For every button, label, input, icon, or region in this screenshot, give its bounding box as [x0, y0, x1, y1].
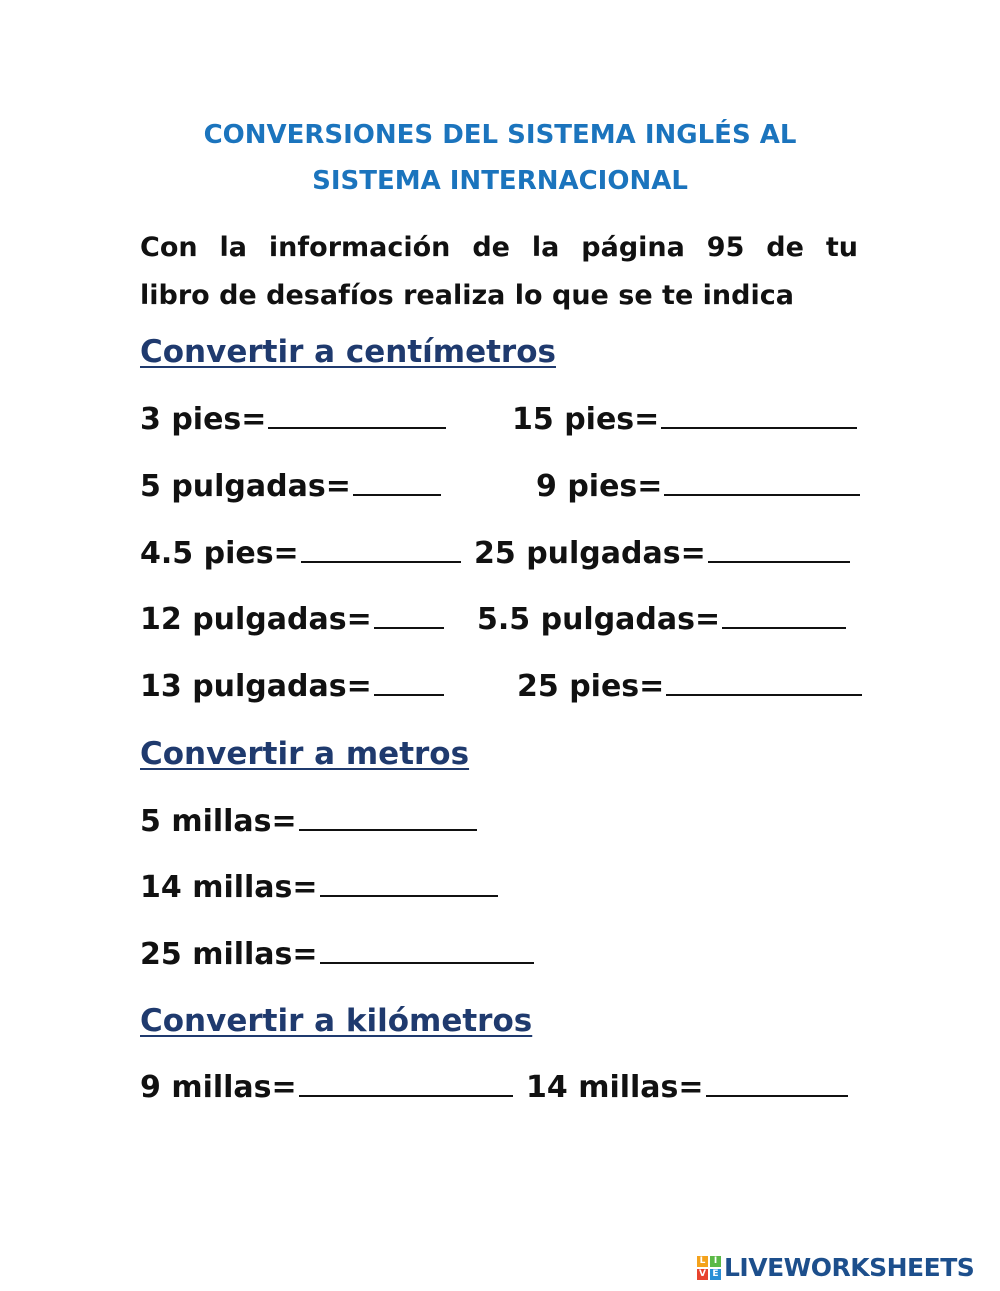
answer-blank[interactable] — [374, 670, 444, 696]
liveworksheets-logo — [697, 1253, 974, 1282]
instructions — [140, 224, 858, 320]
exercise-5-millas — [140, 804, 477, 839]
exercise-9-millas — [140, 1070, 513, 1105]
exercise-label: 25 millas= — [140, 937, 318, 972]
liveworksheets-logo-icon — [697, 1256, 721, 1280]
exercise-5-pulgadas — [140, 469, 441, 504]
exercise-label: 9 pies= — [536, 469, 663, 504]
instructions-line-1: Con la información de la página 95 de tu — [140, 232, 858, 263]
exercise-14-millas — [140, 870, 498, 905]
exercise-13-pulgadas — [140, 669, 444, 704]
exercise-label: 14 millas= — [526, 1070, 704, 1105]
logo-square-l: L — [697, 1256, 708, 1267]
exercise-5-5-pulgadas — [477, 602, 846, 637]
title-line-2: SISTEMA INTERNACIONAL — [312, 166, 688, 196]
instructions-line-2: libro de desafíos realiza lo que se te indica — [140, 280, 794, 311]
exercise-3-pies — [140, 402, 446, 437]
exercise-label: 12 pulgadas= — [140, 602, 372, 637]
answer-blank[interactable] — [722, 603, 846, 629]
exercise-25-pulgadas — [474, 536, 850, 571]
exercise-15-pies — [512, 402, 857, 437]
exercise-label: 3 pies= — [140, 402, 267, 437]
exercise-25-millas — [140, 937, 534, 972]
logo-text: LIVEWORKSHEETS — [724, 1253, 975, 1282]
exercise-label: 14 millas= — [140, 870, 318, 905]
exercise-label: 4.5 pies= — [140, 536, 299, 571]
exercise-label: 5 pulgadas= — [140, 469, 351, 504]
exercise-12-pulgadas — [140, 602, 444, 637]
worksheet-title — [0, 112, 1000, 204]
heading-centimetros: Convertir a centímetros — [140, 334, 556, 370]
answer-blank[interactable] — [301, 537, 461, 563]
exercise-label: 13 pulgadas= — [140, 669, 372, 704]
title-line-1: CONVERSIONES DEL SISTEMA INGLÉS AL — [203, 120, 797, 150]
heading-metros: Convertir a metros — [140, 736, 470, 772]
exercise-label: 9 millas= — [140, 1070, 297, 1105]
answer-blank[interactable] — [299, 805, 477, 831]
logo-square-i: I — [710, 1256, 721, 1267]
logo-square-e: E — [710, 1269, 721, 1280]
answer-blank[interactable] — [708, 537, 850, 563]
answer-blank[interactable] — [299, 1071, 513, 1097]
exercise-14-millas-km — [526, 1070, 848, 1105]
answer-blank[interactable] — [320, 871, 498, 897]
answer-blank[interactable] — [664, 470, 860, 496]
logo-square-v: V — [697, 1269, 708, 1280]
answer-blank[interactable] — [268, 403, 446, 429]
answer-blank[interactable] — [320, 938, 534, 964]
exercise-25-pies — [517, 669, 862, 704]
answer-blank[interactable] — [661, 403, 857, 429]
exercise-4-5-pies — [140, 536, 461, 571]
exercise-label: 5 millas= — [140, 804, 297, 839]
exercise-label: 5.5 pulgadas= — [477, 602, 721, 637]
answer-blank[interactable] — [374, 603, 444, 629]
heading-kilometros: Convertir a kilómetros — [140, 1003, 533, 1039]
answer-blank[interactable] — [353, 470, 441, 496]
exercise-label: 25 pulgadas= — [474, 536, 706, 571]
exercise-label: 15 pies= — [512, 402, 660, 437]
exercise-label: 25 pies= — [517, 669, 665, 704]
exercise-9-pies — [536, 469, 860, 504]
answer-blank[interactable] — [666, 670, 862, 696]
answer-blank[interactable] — [706, 1071, 848, 1097]
